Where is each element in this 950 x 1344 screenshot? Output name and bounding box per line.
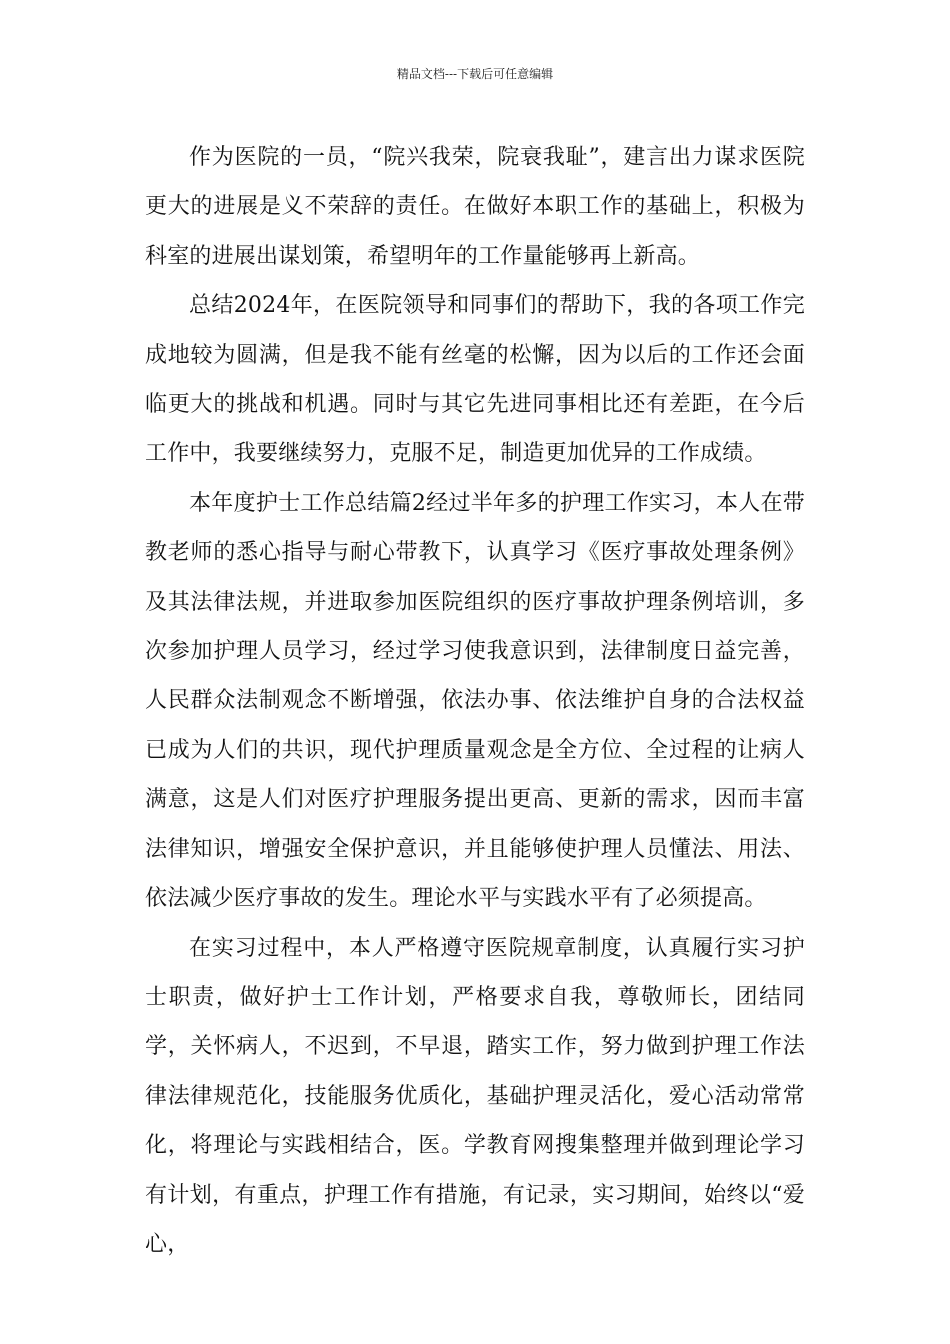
- paragraph-3: 本年度护士工作总结篇2经过半年多的护理工作实习，本人在带教老师的悉心指导与耐心带教下，认真学习《医疗事故处理条例》及其法律法规，并进取参加医院组织的医疗事故护理条例培训，多次参加护理人员学习，经过学习使我意识到，法律制度日益完善，人民群众法制观念不断增强，依法办事、依法维护自身的合法权益已成为人们的共识，现代护理质量观念是全方位、全过程的让病人满意，这是人们对医疗护理服务提出更高、更新的需求，因而丰富法律知识，增强安全保护意识，并且能够使护理人员懂法、用法、依法减少医疗事故的发生。理论水平与实践水平有了必须提高。: [145, 490, 805, 912]
- paragraph-4: 在实习过程中，本人严格遵守医院规章制度，认真履行实习护士职责，做好护士工作计划，严格要求自我，尊敬师长，团结同学，关怀病人，不迟到，不早退，踏实工作，努力做到护理工作法律法律规范化，技能服务优质化，基础护理灵活化，爱心活动常常化，将理论与实践相结合，医。学教育网搜集整理并做到理论学习有计划，有重点，护理工作有措施，有记录，实习期间，始终以“爱心，: [145, 935, 805, 1257]
- page-header: 精品文档---下载后可任意编辑: [396, 67, 554, 81]
- paragraph-2: 总结2024年，在医院领导和同事们的帮助下，我的各项工作完成地较为圆满，但是我不能有丝毫的松懈，因为以后的工作还会面临更大的挑战和机遇。同时与其它先进同事相比还有差距，在今后工作中，我要继续努力，克服不足，制造更加优异的工作成绩。: [145, 293, 805, 467]
- paragraph-1: 作为医院的一员，“院兴我荣，院衰我耻”，建言出力谋求医院更大的进展是义不荣辞的责任。在做好本职工作的基础上，积极为科室的进展出谋划策，希望明年的工作量能够再上新高。: [145, 145, 805, 269]
- document-body: [145, 133, 805, 1269]
